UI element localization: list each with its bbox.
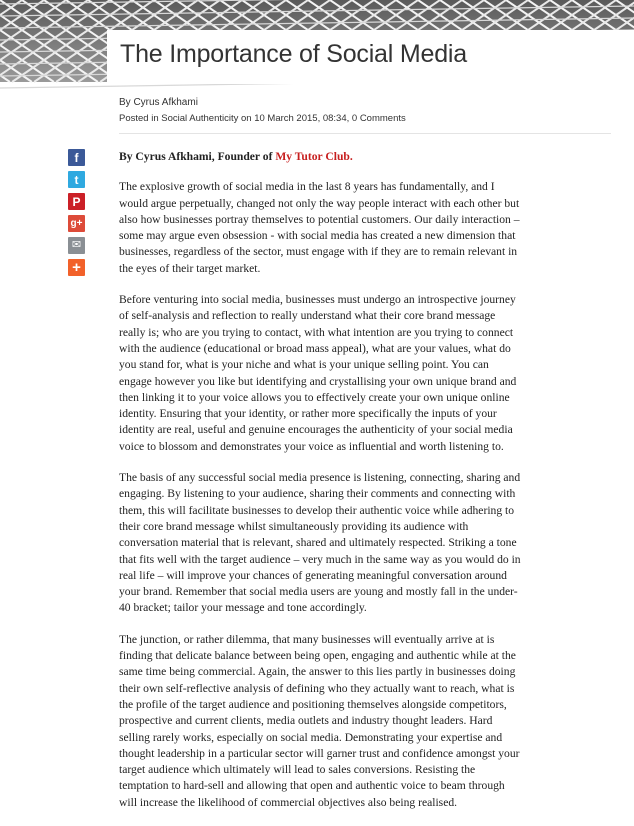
article-paragraph: The junction, or rather dilemma, that many businesses will eventually arrive at is finding that delicate balance between being open, engaging and authentic while at the same time being commercial. Again, the answer to this lies partly in businesses doing their own self-reflective analysis of defining who they actually want to reach, what is the profile of the target audience and positioning themselves alongside competitors, prospective and current clients, media outlets and industry thought leaders. Hard selling rarely works, especially on social media. Demonstrating your expertise and thought leadership in a particular sector will garner trust and confidence amongst your target audience which ultimately will lead to sales conversions. Resisting the temptation to hard-sell and allowing that open and authentic voice to beam through will increase the likelihood of commercial objectives also being realised. xyxy=(119,632,520,809)
google-plus-share-button[interactable] xyxy=(68,215,85,232)
article-lead xyxy=(119,149,524,165)
article-paragraph: The basis of any successful social media presence is listening, connecting, sharing and engaging. By listening to your audience, sharing their comments and connecting with them, this will facilitate businesses to develop their authentic voice while adhering to their core brand message whilst simultaneously providing its audience with conversation material that is relevant, shared and ultimately respected. Striking a tone that fits well with the target audience – very much in the same way as you would do in real life – will improve your chances of generating meaningful conversation around your brand. Remember that social media users are young and mostly fall in the under-40 bracket; tailor your message and tone accordingly. xyxy=(119,471,521,615)
pinterest-share-icon: P xyxy=(72,194,81,209)
more-share-icon: + xyxy=(72,259,81,276)
page-title: The Importance of Social Media xyxy=(120,40,467,68)
post-meta: Posted in Social Authenticity on 10 March 2015, 08:34, 0 Comments xyxy=(119,113,406,124)
google-plus-share-icon: g+ xyxy=(70,217,83,229)
article-paragraph: The explosive growth of social media in the last 8 years has fundamentally, and I would argue perpetually, changed not only the way people interact with each other but also how businesses portray themselves to potential customers. Our daily interaction – some may argue even obsession - with social media has created a new dimension that businesses, regardless of the sector, must engage with if they are to remain relevant in the eyes of their target market. xyxy=(119,180,520,275)
pinterest-share-button[interactable] xyxy=(68,193,85,210)
twitter-share-icon: t xyxy=(74,172,79,187)
lead-text: By Cyrus Afkhami, Founder of xyxy=(119,150,276,163)
divider xyxy=(119,133,611,134)
email-share-button[interactable] xyxy=(68,237,85,254)
my-tutor-club-link[interactable]: My Tutor Club. xyxy=(275,150,353,163)
facebook-share-button[interactable] xyxy=(68,149,85,166)
email-share-icon: ✉ xyxy=(71,239,82,251)
facebook-share-icon: f xyxy=(74,150,79,165)
share-bar xyxy=(68,149,85,281)
more-share-button[interactable] xyxy=(68,259,85,276)
byline: By Cyrus Afkhami xyxy=(119,97,198,108)
twitter-share-button[interactable] xyxy=(68,171,85,188)
article-body xyxy=(119,149,524,826)
article-paragraph: Before venturing into social media, businesses must undergo an introspective journey of self-analysis and reflection to really understand what their core brand message really is; who are you trying to contact, with what intention are you trying to connect with the audience (educational or broad mass appeal), what are your values, what do you stand for, what is your niche and what is your unique selling point. You can engage however you like but identifying and crystallising your own unique brand and then linking it to your voice allows you to effectively create your own unique online identity. Ensuring that your identity, or rather more specifically the inputs of your identity are real, useful and genuine encourages the authenticity of your social media voice to blossom and demonstrates your voice as influential and worth listening to. xyxy=(119,293,517,453)
